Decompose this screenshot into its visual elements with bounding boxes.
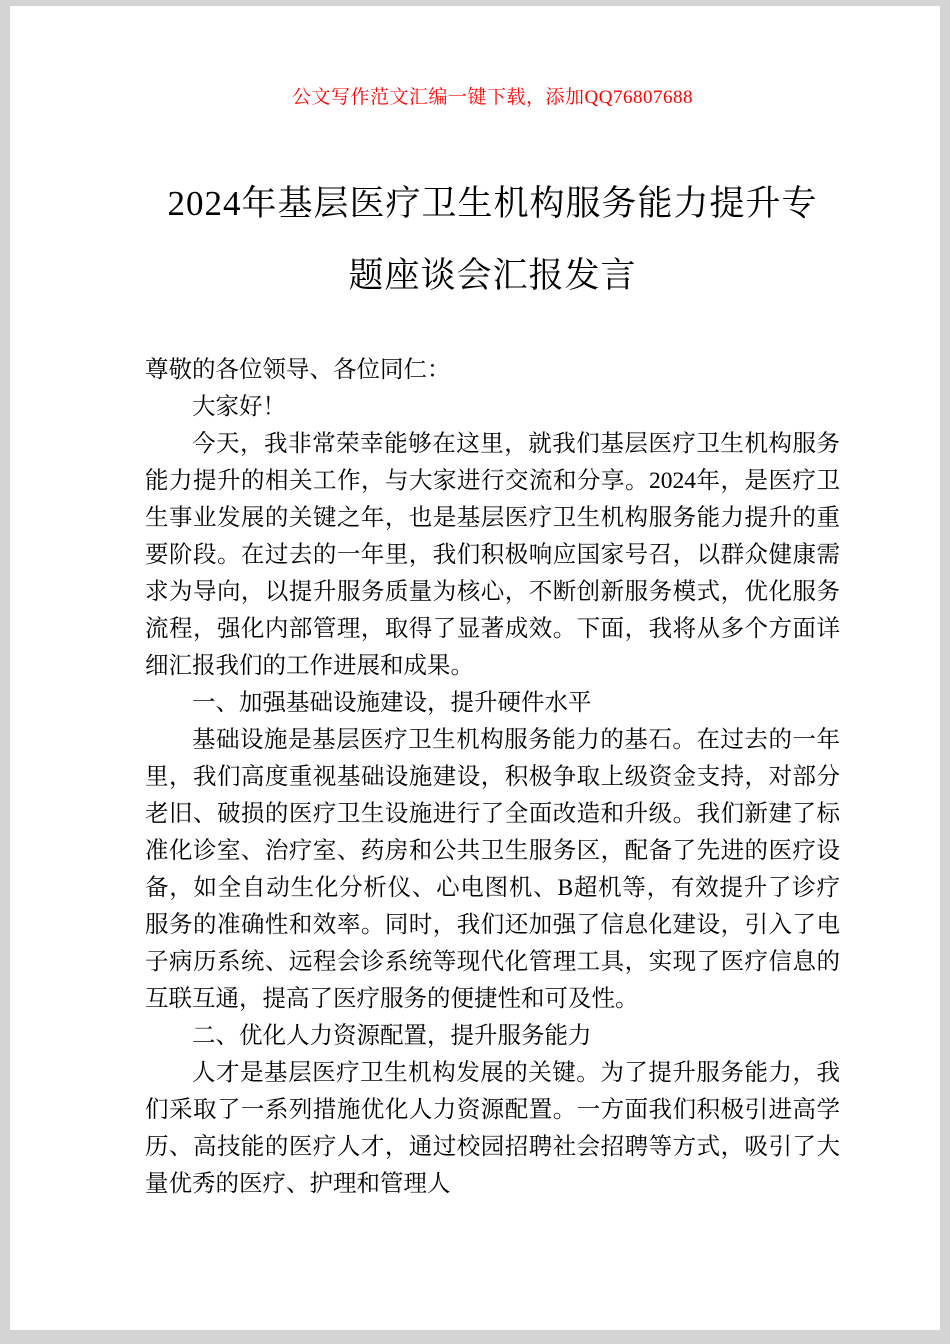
document-title-line-1: 2024年基层医疗卫生机构服务能力提升专 [167, 184, 818, 223]
document-title [145, 168, 840, 312]
section-2-paragraph: 人才是基层医疗卫生机构发展的关键。为了提升服务能力，我们采取了一系列措施优化人力资源配置。一方面我们积极引进高学历、高技能的医疗人才，通过校园招聘社会招聘等方式，吸引了大量优秀的医疗、护理和管理人 [145, 1060, 840, 1197]
document-page [10, 6, 940, 1330]
salutation-paragraph: 尊敬的各位领导、各位同仁： [145, 357, 451, 383]
document-title-line-2: 题座谈会汇报发言 [348, 256, 637, 295]
promo-banner-text: 公文写作范文汇编一键下载，添加QQ76807688 [292, 87, 693, 108]
document-body [145, 352, 840, 1203]
intro-paragraph: 今天，我非常荣幸能够在这里，就我们基层医疗卫生机构服务能力提升的相关工作，与大家进行交流和分享。2024年，是医疗卫生事业发展的关键之年，也是基层医疗卫生机构服务能力提升的重要阶段。在过去的一年里，我们积极响应国家号召，以群众健康需求为导向，以提升服务质量为核心，不断创新服务模式，优化服务流程，强化内部管理，取得了显著成效。下面，我将从多个方面详细汇报我们的工作进展和成果。 [145, 431, 840, 679]
greeting-paragraph: 大家好！ [192, 394, 286, 420]
section-heading-2: 二、优化人力资源配置，提升服务能力 [192, 1023, 592, 1049]
section-heading-1: 一、加强基础设施建设，提升硬件水平 [192, 690, 592, 716]
section-1-paragraph: 基础设施是基层医疗卫生机构服务能力的基石。在过去的一年里，我们高度重视基础设施建设，积极争取上级资金支持，对部分老旧、破损的医疗卫生设施进行了全面改造和升级。我们新建了标准化诊室、治疗室、药房和公共卫生服务区，配备了先进的医疗设备，如全自动生化分析仪、心电图机、B超机等，有效提升了诊疗服务的准确性和效率。同时，我们还加强了信息化建设，引入了电子病历系统、远程会诊系统等现代化管理工具，实现了医疗信息的互联互通，提高了医疗服务的便捷性和可及性。 [145, 727, 840, 1012]
